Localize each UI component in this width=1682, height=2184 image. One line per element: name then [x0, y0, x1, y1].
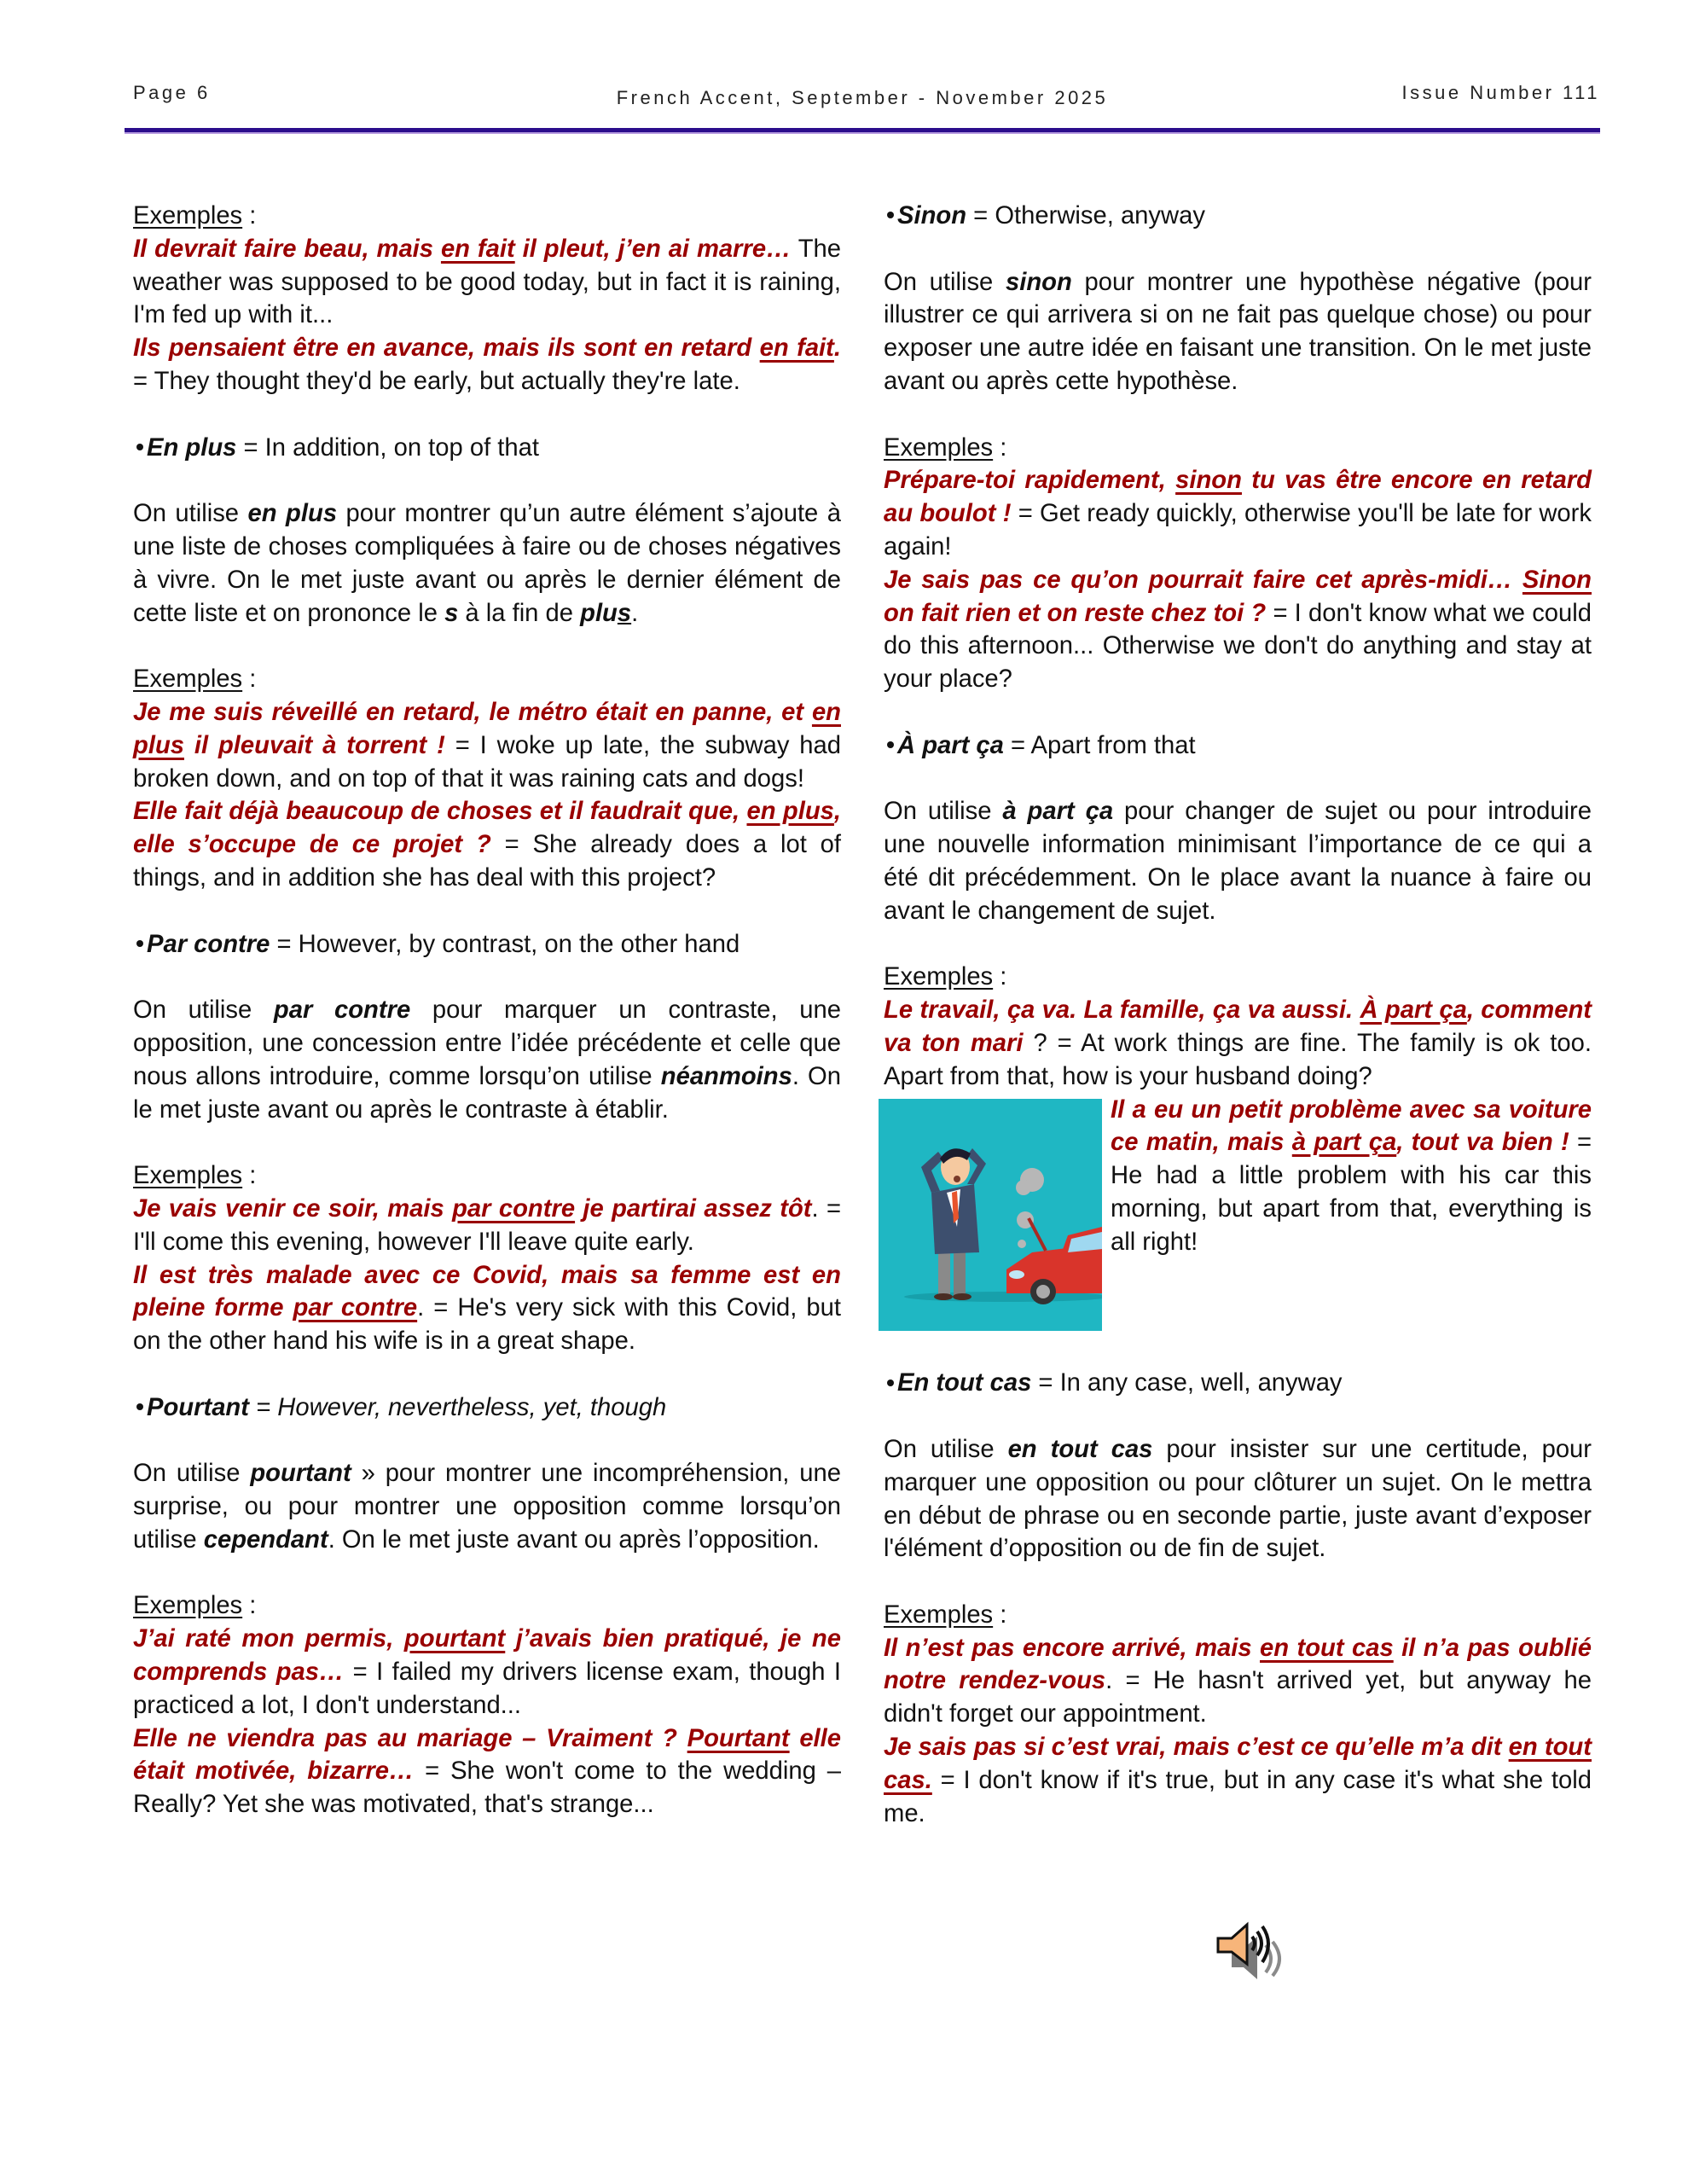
examples-heading: Exemples : [884, 433, 1007, 462]
bullet-icon [887, 212, 894, 218]
example-sentence: Ils pensaient être en avance, mais ils sont en retard en fait. = They thought they'd be early, but actually they're late. [133, 334, 841, 395]
example-sentence: Prépare-toi rapidement, sinon tu vas être encore en retard au boulot ! = Get ready quickly, otherwise you'll be late for work again! [884, 467, 1592, 561]
examples-heading: Exemples : [884, 1600, 1007, 1629]
examples-heading: Exemples : [133, 665, 257, 694]
term-description: On utilise en plus pour montrer qu’un autre élément s’ajoute à une liste de choses compliquées à faire ou de choses négatives à vivre. On le met juste avant ou après le dernier élément de cette liste et on prononce le s à la fin de plus. [133, 500, 842, 627]
example-sentence: Je me suis réveillé en retard, le métro était en panne, et en plus il pleuvait à torrent ! = I woke up late, the subway had broken down, and on top of that it was raining cats and dogs! [133, 698, 841, 793]
example-sentence: Je vais venir ce soir, mais par contre je partirai assez tôt. = I'll come this evening, however I'll leave quite early. [133, 1194, 842, 1256]
example-sentence: Je sais pas si c’est vrai, mais c’est ce qu’elle m’a dit en tout cas. = I don't know if it's true, but in any case it's what she told me. [884, 1734, 1592, 1827]
example-sentence: Il n’est pas encore arrivé, mais en tout cas il n’a pas oublié notre rendez-vous. = He hasn't arrived yet, but anyway he didn't forget our appointment. [884, 1634, 1592, 1728]
term-heading-a-part-ca: À part ça = Apart from that [884, 729, 1592, 763]
car-breakdown-illustration [879, 1099, 1102, 1331]
example-sentence: Il est très malade avec ce Covid, mais sa femme est en pleine forme par contre. = He's very sick with this Covid, but on the other hand his wife is in a great shape. [133, 1261, 842, 1356]
bullet-icon [136, 940, 143, 947]
term-description: On utilise en tout cas pour insister sur une certitude, pour marquer une opposition ou pour clôturer un sujet. On le mettra en début de phrase ou en seconde partie, juste avant d’exposer l'élément d’opposition ou de fin de sujet. [884, 1435, 1592, 1563]
example-sentence: Il devrait faire beau, mais en fait il pleut, j’en ai marre… The weather was supposed to be good today, but in fact it is raining, I'm fed up with it... [133, 235, 841, 329]
term-heading-sinon: Sinon = Otherwise, anyway [884, 200, 1592, 233]
example-sentence: Le travail, ça va. La famille, ça va aussi. À part ça, comment va ton mari ? = At work things are fine. The family is ok too. Apart from that, how is your husband doing? [884, 996, 1592, 1090]
bullet-icon [887, 1380, 894, 1386]
header-divider [125, 128, 1600, 134]
illustration-wrapper [884, 1094, 1592, 1334]
example-sentence: Elle ne viendra pas au mariage – Vraiment ? Pourtant elle était motivée, bizarre… = She won't come to the wedding – Really? Yet she was motivated, that's strange... [133, 1724, 842, 1819]
example-sentence: Je sais pas ce qu’on pourrait faire cet après-midi… Sinon on fait rien et on reste chez toi ? = I don't know what we could do this afternoon... Otherwise we don't do anything and stay at your place? [884, 566, 1592, 694]
examples-heading: Exemples : [133, 1592, 257, 1620]
term-description: On utilise à part ça pour changer de sujet ou pour introduire une nouvelle information minimisant l’importance de ce qui a été dit précédemment. On le place avant la nuance à faire ou avant le changement de sujet. [884, 798, 1592, 925]
examples-heading: Exemples : [884, 963, 1007, 991]
term-description: On utilise par contre pour marquer un contraste, une opposition, une concession entre l’idée précédente et celle que nous allons introduire, comme lorsqu’on utilise néanmoins. On le met juste avant ou après le contraste à établir. [133, 996, 841, 1124]
term-heading-en-plus: En plus = In addition, on top of that [133, 432, 841, 465]
term-description: On utilise sinon pour montrer une hypothèse négative (pour illustrer ce qui arrivera si on ne fait pas quelque chose) ou pour exposer une autre idée en faisant une transition. On le met juste avant ou après cette hypothèse. [884, 268, 1592, 395]
term-heading-pourtant: Pourtant = However, nevertheless, yet, though [133, 1391, 841, 1425]
translation: = They thought they'd be early, but actually they're late. [133, 367, 740, 395]
issue-number: Issue Number 111 [1401, 82, 1600, 103]
examples-heading: Exemples : [133, 1162, 257, 1190]
term-heading-par-contre: Par contre = However, by contrast, on the other hand [133, 928, 841, 961]
examples-heading: Exemples : [133, 202, 257, 229]
bullet-icon [136, 444, 143, 450]
example-sentence: J’ai raté mon permis, pourtant j’avais bien pratiqué, je ne comprends pas… = I failed my drivers license exam, though I practiced a lot, I don't understand... [133, 1625, 841, 1719]
term-heading-en-tout-cas: En tout cas = In any case, well, anyway [884, 1367, 1592, 1400]
translation: The weather was supposed to be good today, but in fact it is raining, I'm fed up with it... [133, 235, 841, 329]
example-sentence: Elle fait déjà beaucoup de choses et il faudrait que, en plus, elle s’occupe de ce projet ? = She already does a lot of things, and in addition she has deal with this project? [133, 798, 842, 892]
right-column [884, 200, 1592, 1830]
example-sentence: Il a eu un petit problème avec sa voiture ce matin, mais à part ça, tout va bien ! = He had a little problem with his car this morning, but apart from that, everything is all right! [1111, 1095, 1592, 1256]
newsletter-title: French Accent, September - November 2025 [616, 87, 1109, 108]
bullet-icon [136, 1403, 143, 1410]
bullet-icon [887, 741, 894, 748]
speaker-icon[interactable] [1209, 1920, 1295, 1988]
page-number: Page 6 [133, 82, 211, 103]
left-column [133, 200, 841, 1821]
page-header [125, 82, 1600, 116]
term-description: On utilise pourtant » pour montrer une incompréhension, une surprise, ou pour montrer une opposition comme lorsqu’on utilise cependant. On le met juste avant ou après l’opposition. [133, 1460, 841, 1554]
